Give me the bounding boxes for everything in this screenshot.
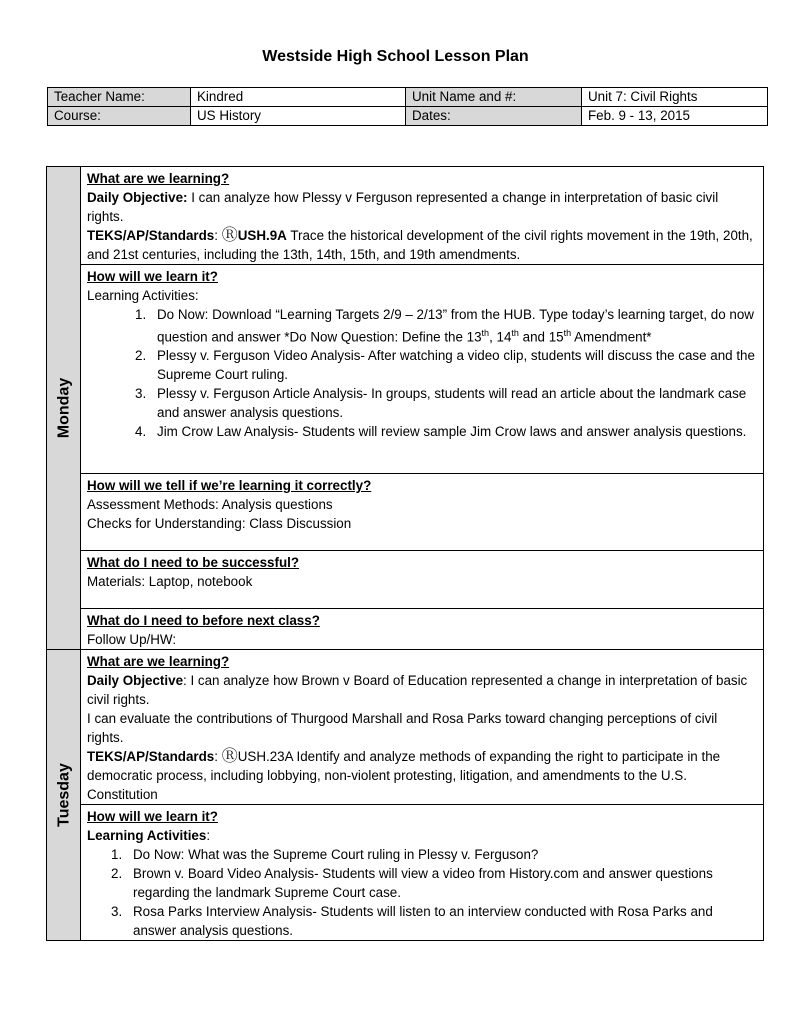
info-row-teacher [48,88,768,107]
tuesday-label: Tuesday [55,763,72,827]
monday-learning-heading: What are we learning? [87,171,230,186]
tuesday-day-cell [47,650,81,941]
course-value: US History [191,107,406,126]
monday-how-cell [81,265,764,474]
registered-icon: Ⓡ [221,748,238,765]
list-item: 1. Do Now: Download “Learning Targets 2/9 – 2/13” from the HUB. Type today’s learning target, do now question and answer *Do Now Question: Define the 13th, 14th and 15th Amendment* [135,307,754,345]
list-item: 4. Jim Crow Law Analysis- Students will review sample Jim Crow laws and answer analysis questions. [135,424,747,440]
tuesday-objective: Daily Objective: I can analyze how Brown v Board of Education represented a change in interpretation of basic civil rights. [87,673,748,707]
tuesday-how-row [47,805,764,941]
info-table [47,87,768,126]
info-row-course [48,107,768,126]
monday-tell-row [47,474,764,551]
monday-next-heading: What do I need to before next class? [87,613,320,628]
monday-assessment: Assessment Methods: Analysis questions [87,497,333,512]
tuesday-learning-row [47,650,764,805]
tuesday-learning-heading: What are we learning? [87,654,230,669]
tuesday-learning-cell [81,650,764,805]
monday-activities-label: Learning Activities: [87,288,199,303]
dates-label: Dates: [406,107,582,126]
monday-tell-heading: How will we tell if we’re learning it correctly? [87,478,372,493]
tuesday-teks: TEKS/AP/Standards: ⓇUSH.23A Identify and analyze methods of expanding the right to participate in the democratic process, including lobbying, non-violent protesting, litigation, and amendments to the U.S. Constitution [87,748,721,802]
monday-day-cell [47,167,81,650]
monday-next-cell [81,609,764,650]
tuesday-how-cell [81,805,764,941]
registered-icon: Ⓡ [221,227,238,244]
tuesday-how-heading: How will we learn it? [87,809,218,824]
teacher-label: Teacher Name: [48,88,191,107]
monday-next-row [47,609,764,650]
list-item: 3. Plessy v. Ferguson Article Analysis- In groups, students will read an article about the landmark case and answer analysis questions. [135,386,747,421]
monday-tell-cell [81,474,764,551]
monday-followup: Follow Up/HW: [87,632,177,647]
tuesday-activities-list [87,845,757,940]
monday-objective: Daily Objective: I can analyze how Plessy v Ferguson represented a change in interpretation of basic civil rights. [87,190,719,224]
teacher-value: Kindred [191,88,406,107]
monday-learning-row [47,167,764,265]
list-item: 3. Rosa Parks Interview Analysis- Students will listen to an interview conducted with Rosa Parks and answer analysis questions. [111,904,713,938]
list-item: 2. Plessy v. Ferguson Video Analysis- After watching a video clip, students will discuss the case and the Supreme Court ruling. [135,348,755,383]
monday-need-heading: What do I need to be successful? [87,555,300,570]
document-title: Westside High School Lesson Plan [262,48,529,65]
unit-label: Unit Name and #: [406,88,582,107]
course-label: Course: [48,107,191,126]
dates-value: Feb. 9 - 13, 2015 [582,107,768,126]
monday-teks: TEKS/AP/Standards: ⓇUSH.9A Trace the historical development of the civil rights movement in the 19th, 20th, and 21st centuries, including the 13th, 14th, 15th, and 19th amendments. [87,227,753,262]
monday-learning-cell [81,167,764,265]
lesson-plan-table [46,166,764,941]
list-item: 1. Do Now: What was the Supreme Court ruling in Plessy v. Ferguson? [111,847,539,862]
monday-how-row [47,265,764,474]
monday-checks: Checks for Understanding: Class Discussion [87,516,352,531]
list-item: 2. Brown v. Board Video Analysis- Students will view a video from History.com and answer questions regarding the landmark Supreme Court case. [111,866,713,900]
monday-activities-list [87,305,757,441]
monday-materials: Materials: Laptop, notebook [87,574,253,589]
monday-label: Monday [55,377,72,439]
monday-need-row [47,551,764,609]
tuesday-objective-2: I can evaluate the contributions of Thurgood Marshall and Rosa Parks toward changing perceptions of civil rights. [87,711,718,745]
monday-how-heading: How will we learn it? [87,269,218,284]
tuesday-activities-label: Learning Activities: [87,828,211,843]
unit-value: Unit 7: Civil Rights [582,88,768,107]
monday-need-cell [81,551,764,609]
